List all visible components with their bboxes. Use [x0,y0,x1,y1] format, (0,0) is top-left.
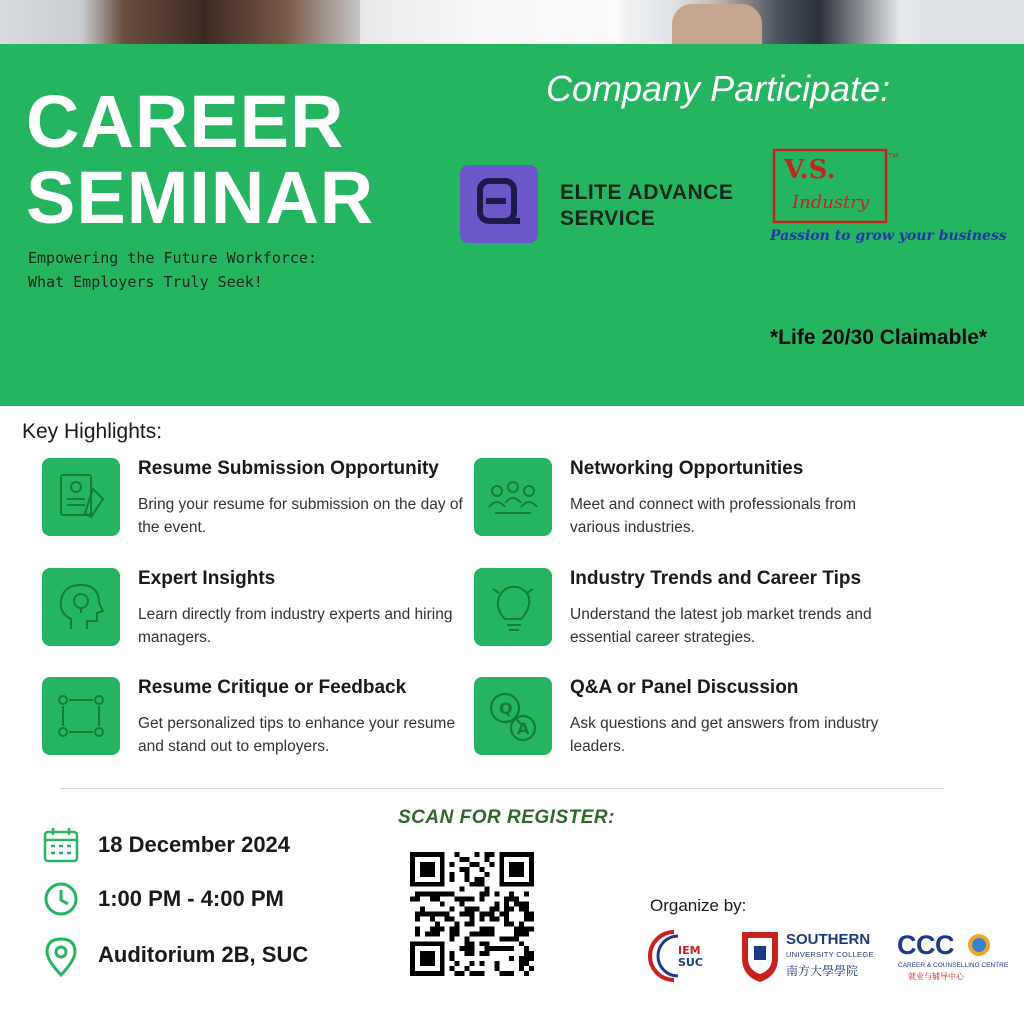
title-line-2: SEMINAR [26,156,375,239]
seminar-subtitle [28,246,317,294]
highlight-desc: Bring your resume for submission on the day of the event. [138,496,463,536]
svg-text:Industry: Industry [792,192,870,213]
qr-code-icon[interactable] [410,852,534,976]
event-time: 1:00 PM - 4:00 PM [98,886,284,911]
event-date: 18 December 2024 [98,832,291,857]
elite-advance-name [560,180,733,232]
idea-head-icon [42,568,120,646]
event-venue: Auditorium 2B, SUC [98,942,309,967]
southern-university-subtitle: UNIVERSITY COLLEGE [786,950,874,959]
location-pin-icon [42,936,80,978]
svg-text:IEM: IEM [678,944,701,957]
ccc-subtitle: CAREER & COUNSELLING CENTRE [898,962,1009,969]
highlight-desc: Learn directly from industry experts and hiring managers. [138,606,453,646]
photo-highlight [360,0,620,44]
photo-hand [672,4,762,44]
section-divider [60,788,944,789]
elite-name-line-2: SERVICE [560,207,656,230]
highlight-title: Q&A or Panel Discussion [570,677,799,698]
network-icon [474,458,552,536]
organizer-label: Organize by: [650,896,747,915]
iem-suc-logo-icon [644,926,716,986]
ccc-globe-icon [966,932,992,958]
claimable-note: *Life 20/30 Claimable* [770,326,988,349]
company-heading: Company Participate: [546,68,891,109]
calendar-icon [42,826,80,864]
tips-bulb-icon [474,568,552,646]
highlight-title: Resume Critique or Feedback [138,677,407,698]
highlight-desc: Get personalized tips to enhance your resume and stand out to employers. [138,715,456,755]
svg-text:V.S.: V.S. [784,155,836,185]
header-photo [0,0,1024,44]
elite-advance-logo-icon [460,165,538,243]
southern-university-name: SOUTHERN [786,931,871,948]
ccc-chinese-name: 就业与辅导中心 [908,972,964,981]
highlight-title: Networking Opportunities [570,458,804,479]
scan-register-label: SCAN FOR REGISTER: [398,807,615,828]
svg-text:A: A [517,719,530,738]
elite-name-line-1: ELITE ADVANCE [560,181,734,204]
highlight-desc: Ask questions and get answers from industry leaders. [570,715,879,755]
subtitle-line-1: Empowering the Future Workforce: [28,249,317,267]
highlight-title: Industry Trends and Career Tips [570,568,862,589]
vs-industry-logo-icon [772,148,900,228]
highlight-title: Expert Insights [138,568,276,589]
subtitle-line-2: What Employers Truly Seek! [28,273,263,291]
highlights-heading: Key Highlights: [22,420,163,443]
svg-text:Q: Q [499,699,513,718]
resume-icon [42,458,120,536]
svg-text:SUC: SUC [678,956,703,969]
svg-text:TM: TM [888,152,899,160]
highlight-desc: Meet and connect with professionals from various industries. [570,496,857,536]
qa-icon [474,677,552,755]
photo-window [920,0,1024,44]
ccc-logo-text: CCC [897,930,954,960]
vs-industry-slogan: Passion to grow your business [770,228,1007,244]
clock-icon [42,880,80,918]
highlight-desc: Understand the latest job market trends and essential career strategies. [570,606,872,646]
highlight-title: Resume Submission Opportunity [138,458,439,479]
title-line-1: CAREER [26,80,345,163]
seminar-title [26,80,375,239]
southern-university-chinese-name: 南方大學學院 [786,964,859,978]
workflow-icon [42,677,120,755]
